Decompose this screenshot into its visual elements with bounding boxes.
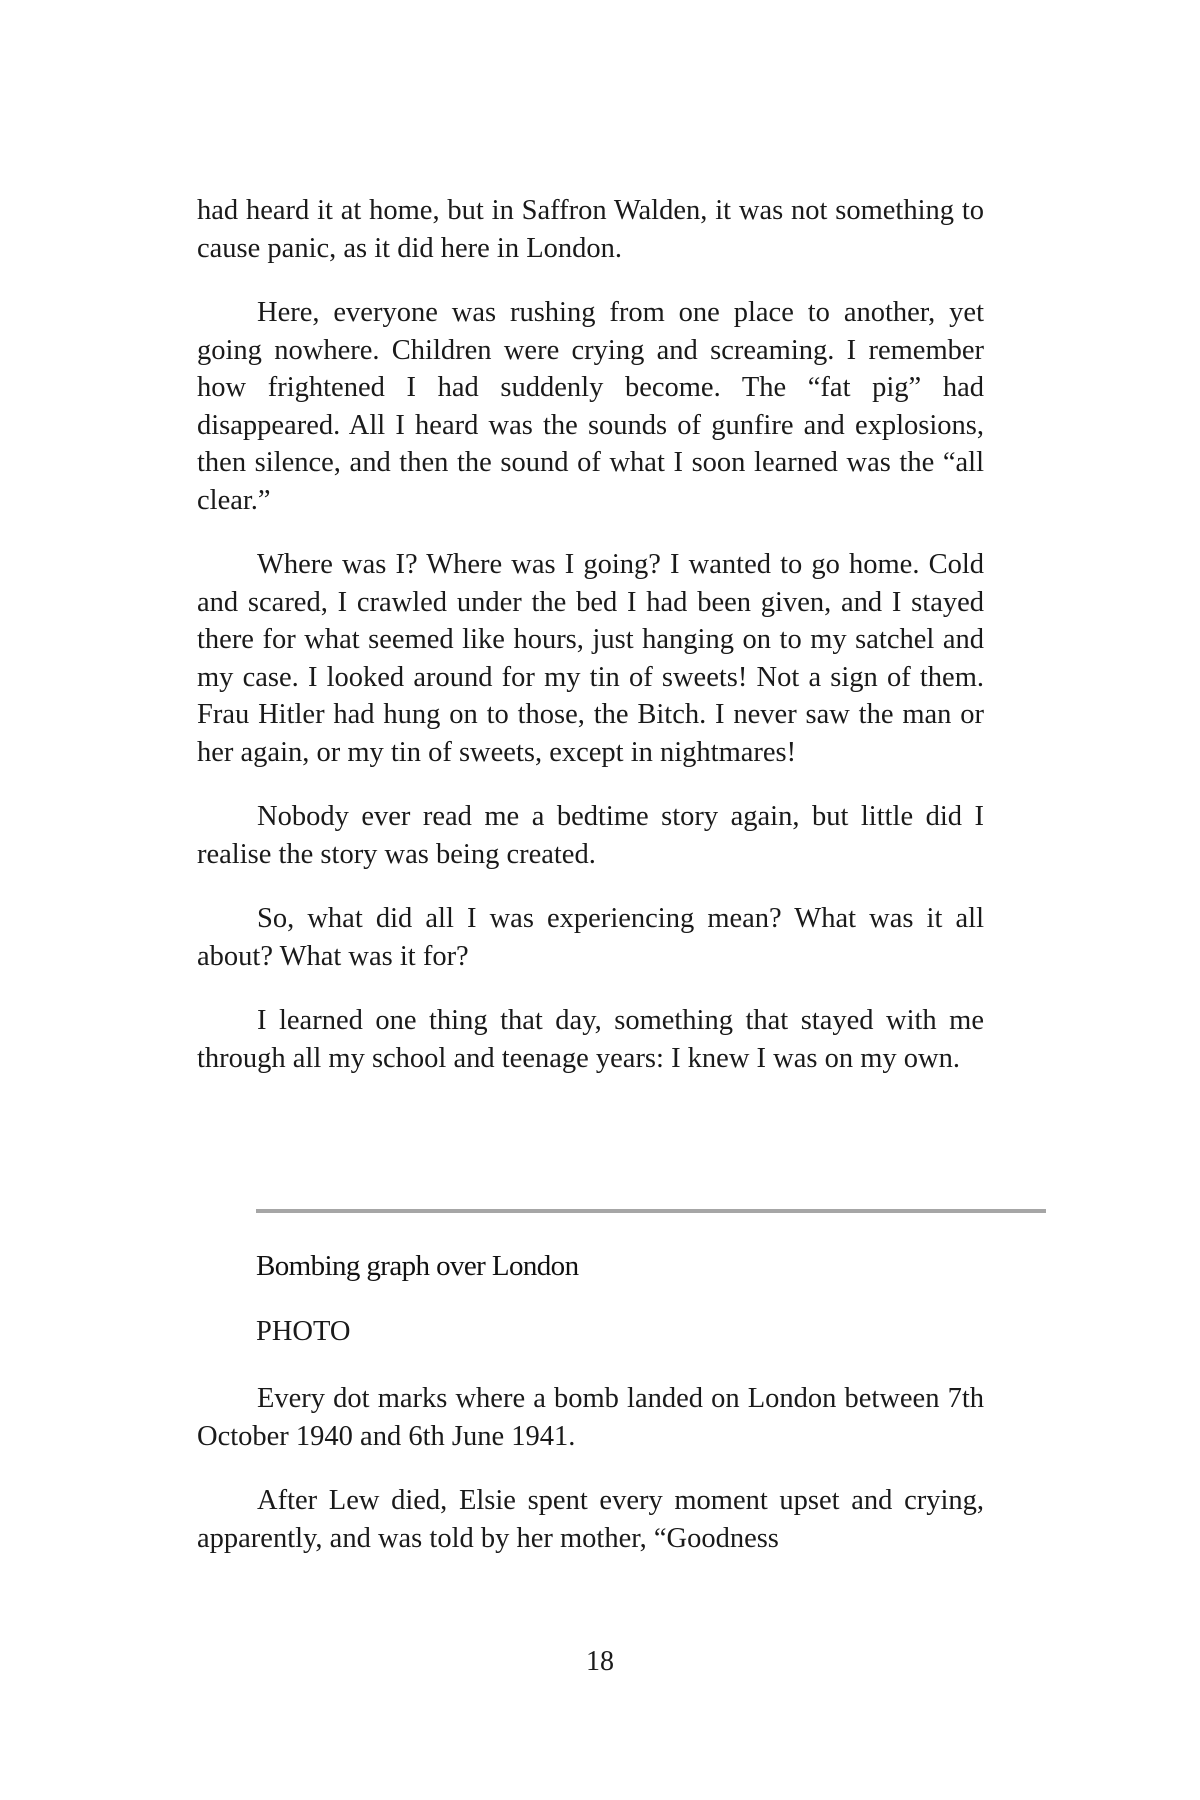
paragraph-continuation: had heard it at home, but in Saffron Walden, it was not something to cause panic, as it did here in London. (197, 195, 984, 264)
paragraph: After Lew died, Elsie spent every moment upset and crying, apparently, and was told by her mother, “Goodness (197, 1485, 984, 1554)
paragraph: Here, everyone was rushing from one place to another, yet going nowhere. Children were crying and screaming. I remember how frightened I had suddenly become. The “fat pig” had disappeared. All I heard was the sounds of gunfire and explosions, then silence, and then the sound of what I soon learned was the “all clear.” (197, 297, 984, 516)
figure-heading: Bombing graph over London (256, 1250, 579, 1282)
paragraph: So, what did all I was experiencing mean? What was it all about? What was it for? (197, 903, 984, 972)
figure-caption-paragraph: Every dot marks where a bomb landed on London between 7th October 1940 and 6th June 1941. (197, 1383, 984, 1452)
photo-placeholder: PHOTO (256, 1316, 351, 1347)
paragraph: Nobody ever read me a bedtime story again, but little did I realise the story was being created. (197, 801, 984, 870)
lower-body-text (197, 1380, 984, 1557)
body-text (197, 192, 984, 1077)
page-number: 18 (586, 1646, 614, 1677)
section-divider (256, 1209, 1046, 1213)
paragraph: Where was I? Where was I going? I wanted to go home. Cold and scared, I crawled under the bed I had been given, and I stayed there for what seemed like hours, just hanging on to my satchel and my case. I looked around for my tin of sweets! Not a sign of them. Frau Hitler had hung on to those, the Bitch. I never saw the man or her again, or my tin of sweets, except in nightmares! (197, 549, 984, 768)
paragraph: I learned one thing that day, something that stayed with me through all my school and teenage years: I knew I was on my own. (197, 1005, 984, 1074)
